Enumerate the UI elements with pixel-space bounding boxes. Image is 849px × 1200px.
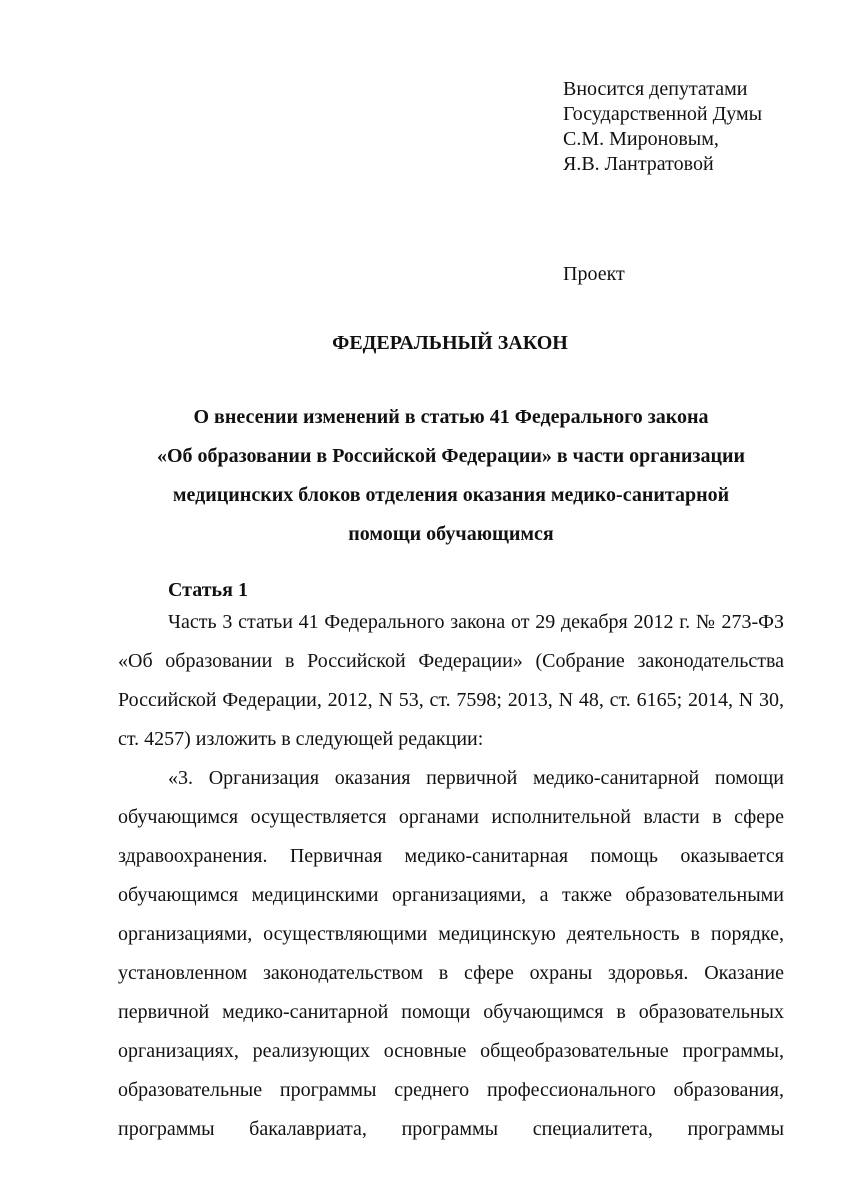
body-line: организациями, осуществляющими медицинскую деятельность в порядке, (118, 923, 784, 945)
body-line: организациях, реализующих основные общеобразовательные программы, (118, 1040, 784, 1062)
document-type-heading: ФЕДЕРАЛЬНЫЙ ЗАКОН (332, 332, 568, 354)
law-title-line: помощи обучающимся (348, 523, 554, 545)
law-title-line: «Об образовании в Российской Федерации» в части организации (156, 445, 746, 467)
submitter-line: С.М. Мироновым, (563, 128, 719, 150)
body-line: установленном законодательством в сфере охраны здоровья. Оказание (118, 962, 784, 984)
article-body (118, 603, 784, 1149)
article-heading: Статья 1 (168, 579, 248, 601)
body-line: образовательные программы среднего профессионального образования, (118, 1079, 784, 1101)
submitter-block (563, 77, 823, 177)
body-line: программы бакалавриата, программы специалитета, программы (118, 1118, 784, 1140)
body-line: «Об образовании в Российской Федерации» (Собрание законодательства (118, 650, 784, 672)
submitter-line: Государственной Думы (563, 103, 763, 125)
law-title-line: медицинских блоков отделения оказания медико-санитарной (172, 484, 730, 506)
body-line: первичной медико-санитарной помощи обучающимся в образовательных (118, 1001, 784, 1023)
body-line: обучающимся медицинскими организациями, а также образовательными (118, 884, 784, 906)
body-line: «3. Организация оказания первичной медико-санитарной помощи (168, 767, 784, 789)
body-line: Российской Федерации, 2012, N 53, ст. 7598; 2013, N 48, ст. 6165; 2014, N 30, (118, 689, 784, 711)
submitter-line: Вносится депутатами (563, 78, 748, 100)
body-line: ст. 4257) изложить в следующей редакции: (118, 728, 484, 750)
body-line: обучающимся осуществляется органами исполнительной власти в сфере (118, 806, 784, 828)
law-title (118, 398, 784, 554)
body-line: здравоохранения. Первичная медико-санитарная помощь оказывается (118, 845, 784, 867)
submitter-line: Я.В. Лантратовой (563, 153, 714, 175)
body-line: Часть 3 статьи 41 Федерального закона от 29 декабря 2012 г. № 273-ФЗ (168, 611, 784, 633)
project-label: Проект (563, 263, 625, 285)
law-title-line: О внесении изменений в статью 41 Федерального закона (193, 406, 709, 428)
